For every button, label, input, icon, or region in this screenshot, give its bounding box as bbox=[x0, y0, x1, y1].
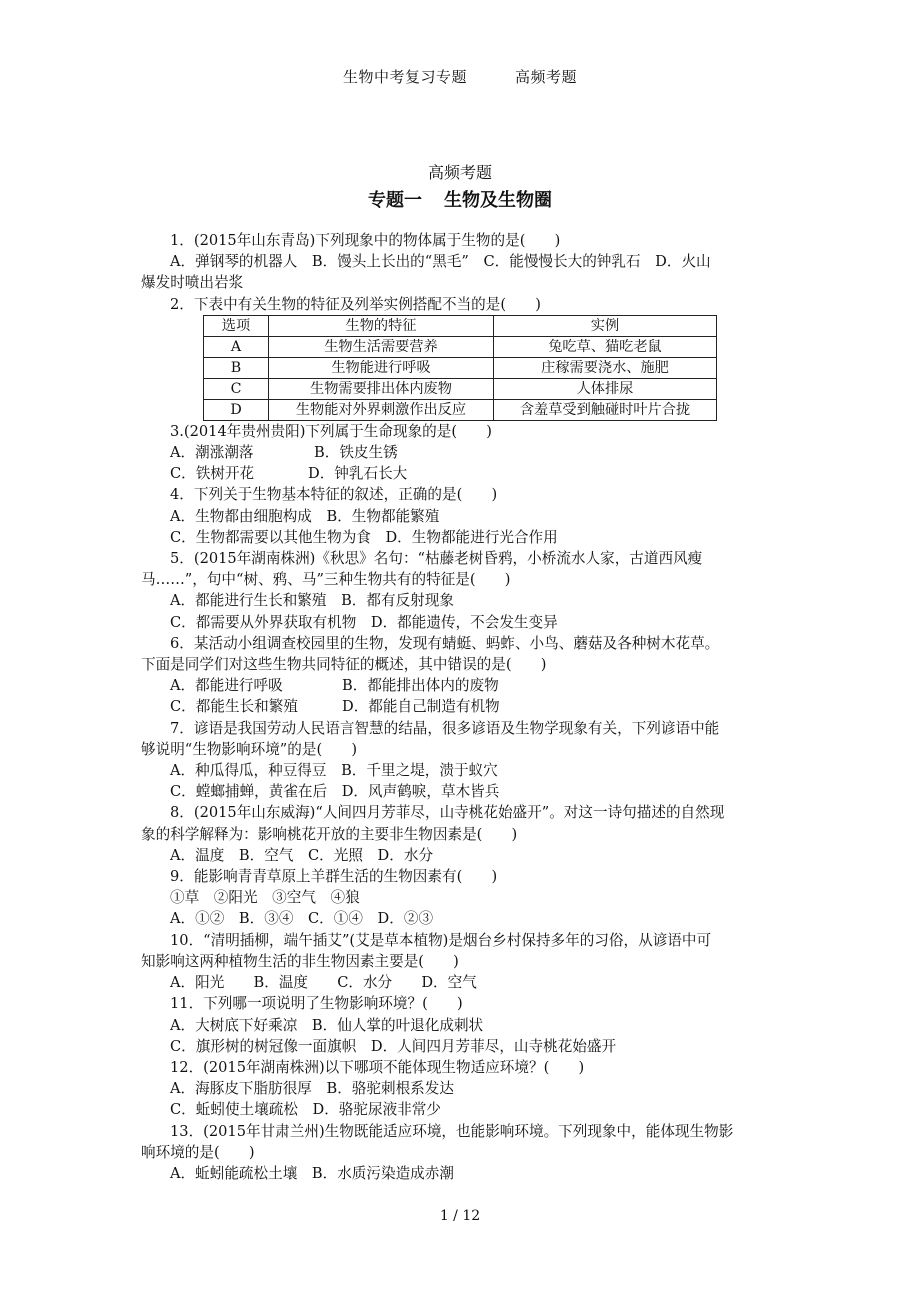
question-12-options-cd: C．蚯蚓使土壤疏松 D．骆驼尿液非常少 bbox=[170, 1101, 441, 1119]
option-c: C．铁树开花 bbox=[170, 465, 255, 483]
question-list bbox=[141, 230, 781, 1184]
document-title: 高频考题 bbox=[427, 163, 492, 182]
table-header: 实例 bbox=[494, 315, 717, 336]
topic-name: 生物及生物圈 bbox=[444, 190, 552, 211]
question-5-options-cd: C．都需要从外界获取有机物 D．都能遗传，不会发生变异 bbox=[170, 613, 558, 631]
table-cell: 含羞草受到触碰时叶片合拢 bbox=[494, 399, 717, 420]
question-4-stem: 4．下列关于生物基本特征的叙述，正确的是( ) bbox=[170, 486, 498, 504]
question-8-stem: 8．(2015年山东威海)“人间四月芳菲尽，山寺桃花始盛开”。对这一诗句描述的自然现 bbox=[170, 804, 725, 822]
option-b: B．铁皮生锈 bbox=[314, 444, 398, 462]
question-4-options-ab: A．生物都由细胞构成 B．生物都能繁殖 bbox=[170, 507, 440, 525]
table-row bbox=[204, 399, 717, 420]
question-2-table bbox=[203, 315, 717, 421]
topic-number: 专题一 bbox=[368, 190, 422, 211]
table-header: 选项 bbox=[204, 315, 269, 336]
question-8-stem-cont: 象的科学解释为：影响桃花开放的主要非生物因素是( ) bbox=[141, 825, 518, 843]
question-5-stem: 5．(2015年湖南株洲)《秋思》名句：“枯藤老树昏鸦，小桥流水人家，古道西风瘦 bbox=[170, 550, 703, 568]
table-cell: 生物生活需要营养 bbox=[269, 336, 494, 357]
running-header bbox=[0, 66, 920, 87]
question-7-stem-cont: 够说明“生物影响环境”的是( ) bbox=[141, 740, 358, 758]
page-number: 1 / 12 bbox=[439, 1208, 481, 1224]
question-12-options-ab: A．海豚皮下脂肪很厚 B．骆驼刺根系发达 bbox=[170, 1080, 454, 1098]
question-5-options-ab: A．都能进行生长和繁殖 B．都有反射现象 bbox=[170, 592, 454, 610]
question-9-options: A．①② B．③④ C．①④ D．②③ bbox=[170, 910, 434, 928]
option-a: A．都能进行呼吸 bbox=[170, 677, 283, 695]
question-9-items: ①草 ②阳光 ③空气 ④狼 bbox=[170, 889, 360, 907]
question-13-stem-cont: 响环境的是( ) bbox=[141, 1143, 255, 1161]
table-cell: 兔吃草、猫吃老鼠 bbox=[494, 336, 717, 357]
option-c: C．都能生长和繁殖 bbox=[170, 698, 298, 716]
question-7-options-cd: C．螳螂捕蝉，黄雀在后 D．风声鹤唳，草木皆兵 bbox=[170, 783, 500, 801]
table-cell: 生物能对外界刺激作出反应 bbox=[269, 399, 494, 420]
question-7-options-ab: A．种瓜得瓜，种豆得豆 B．千里之堤，溃于蚁穴 bbox=[170, 762, 498, 780]
table-cell: C bbox=[204, 378, 269, 399]
question-2-stem: 2．下表中有关生物的特征及列举实例搭配不当的是( ) bbox=[170, 295, 541, 313]
table-cell: 生物需要排出体内废物 bbox=[269, 378, 494, 399]
question-6-options-ab bbox=[141, 675, 781, 696]
question-1-options-cont: 爆发时喷出岩浆 bbox=[141, 274, 244, 292]
option-d: D．钟乳石长大 bbox=[308, 465, 408, 483]
table-header: 生物的特征 bbox=[269, 315, 494, 336]
option-b: B．都能排出体内的废物 bbox=[342, 677, 499, 695]
question-13-options-ab: A．蚯蚓能疏松土壤 B．水质污染造成赤潮 bbox=[170, 1164, 454, 1182]
question-10-stem: 10．“清明插柳，端午插艾”(艾是草本植物)是烟台乡村保持多年的习俗，从谚语中可 bbox=[170, 931, 712, 949]
table-row bbox=[204, 336, 717, 357]
table-cell: D bbox=[204, 399, 269, 420]
question-6-options-cd bbox=[141, 696, 781, 717]
table-header-row bbox=[204, 315, 717, 336]
header-series: 生物中考复习专题 bbox=[342, 68, 467, 86]
question-4-options-cd: C．生物都需要以其他生物为食 D．生物都能进行光合作用 bbox=[170, 528, 558, 546]
question-13-stem: 13．(2015年甘肃兰州)生物既能适应环境，也能影响环境。下列现象中，能体现生物影 bbox=[170, 1122, 734, 1140]
header-section: 高频考题 bbox=[515, 68, 578, 86]
option-d: D．都能自己制造有机物 bbox=[342, 698, 500, 716]
table-cell: 生物能进行呼吸 bbox=[269, 357, 494, 378]
question-3-options-cd bbox=[141, 463, 781, 484]
question-9-stem: 9．能影响青青草原上羊群生活的生物因素有( ) bbox=[170, 868, 498, 886]
table-row bbox=[204, 378, 717, 399]
table-cell: 人体排尿 bbox=[494, 378, 717, 399]
topic-heading bbox=[0, 186, 920, 212]
question-11-stem: 11．下列哪一项说明了生物影响环境？( ) bbox=[170, 995, 463, 1013]
question-1-options: A．弹钢琴的机器人 B．馒头上长出的“黑毛” C．能慢慢长大的钟乳石 D．火山 bbox=[170, 253, 711, 271]
table-row bbox=[204, 357, 717, 378]
question-11-options-ab: A．大树底下好乘凉 B．仙人掌的叶退化成刺状 bbox=[170, 1016, 484, 1034]
question-5-stem-cont: 马……”，句中“树、鸦、马”三种生物共有的特征是( ) bbox=[141, 571, 511, 589]
question-10-stem-cont: 知影响这两种植物生活的非生物因素主要是( ) bbox=[141, 952, 459, 970]
question-6-stem: 6．某活动小组调查校园里的生物，发现有蜻蜓、蚂蚱、小鸟、蘑菇及各种树木花草。 bbox=[170, 634, 720, 652]
question-1-stem: 1．(2015年山东青岛)下列现象中的物体属于生物的是( ) bbox=[170, 232, 561, 249]
question-11-options-cd: C．旗形树的树冠像一面旗帜 D．人间四月芳菲尽，山寺桃花始盛开 bbox=[170, 1037, 617, 1055]
question-3-options-ab bbox=[141, 442, 781, 463]
question-3-stem: 3.(2014年贵州贵阳)下列属于生命现象的是( ) bbox=[170, 422, 492, 440]
question-12-stem: 12．(2015年湖南株洲)以下哪项不能体现生物适应环境？( ) bbox=[170, 1058, 585, 1076]
question-10-options: A．阳光 B．温度 C．水分 D．空气 bbox=[170, 974, 477, 992]
table-cell: A bbox=[204, 336, 269, 357]
table-cell: 庄稼需要浇水、施肥 bbox=[494, 357, 717, 378]
question-7-stem: 7．谚语是我国劳动人民语言智慧的结晶，很多谚语及生物学现象有关，下列谚语中能 bbox=[170, 719, 720, 737]
table-cell: B bbox=[204, 357, 269, 378]
question-6-stem-cont: 下面是同学们对这些生物共同特征的概述，其中错误的是( ) bbox=[141, 656, 547, 674]
question-8-options: A．温度 B．空气 C．光照 D．水分 bbox=[170, 846, 434, 864]
option-a: A．潮涨潮落 bbox=[170, 444, 254, 462]
